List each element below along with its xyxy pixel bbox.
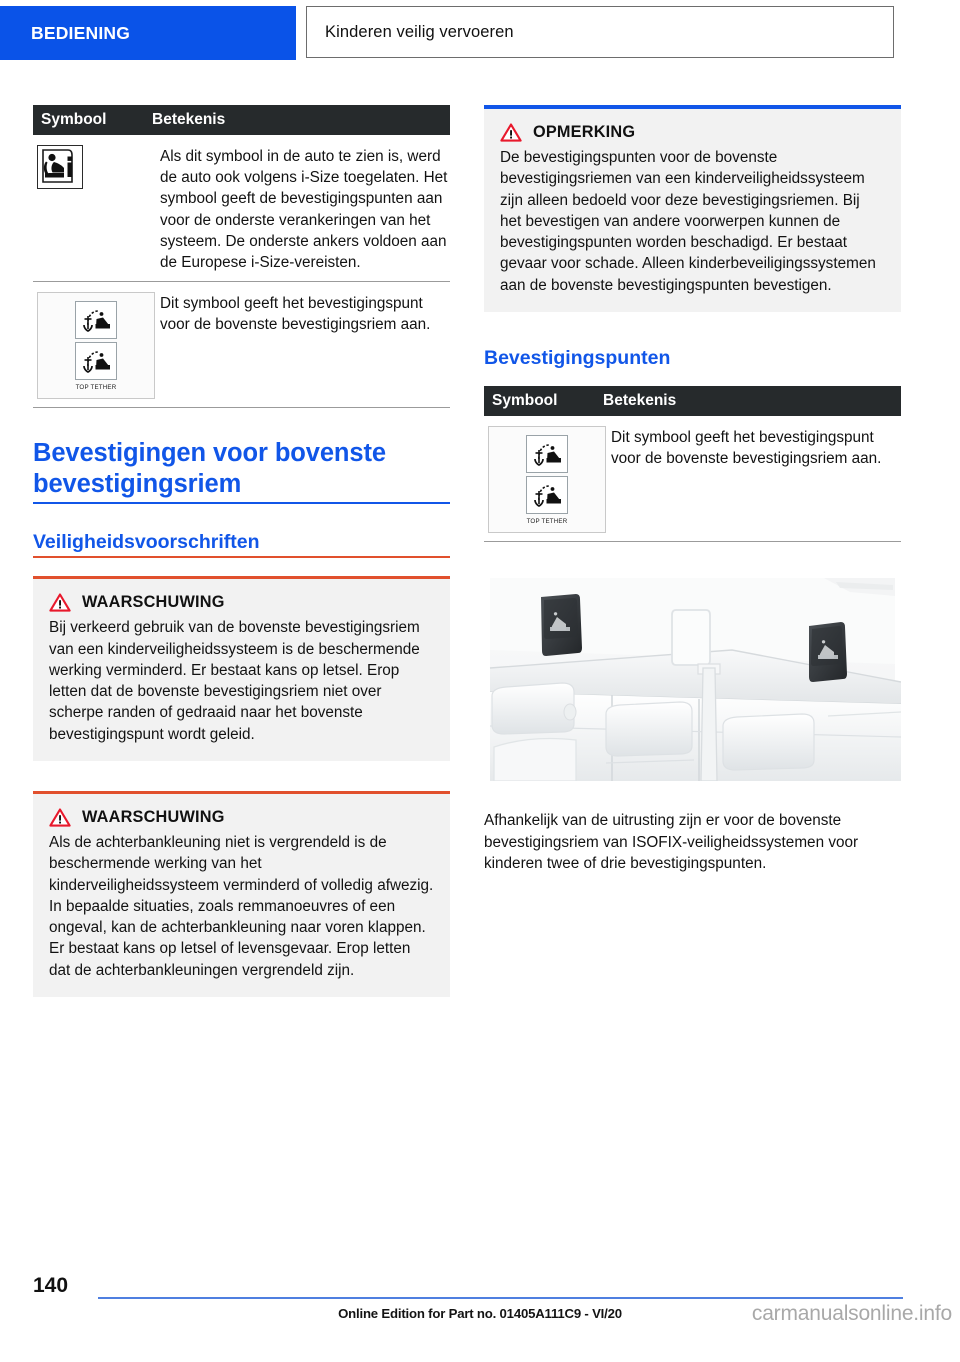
table-row — [33, 135, 450, 281]
right-column — [484, 105, 901, 890]
column-header-symbol: Symbool — [41, 111, 107, 128]
note-box — [484, 105, 901, 312]
column-header-meaning: Betekenis — [152, 111, 226, 128]
top-tether-anchor-left — [541, 594, 582, 656]
edition-notice: Online Edition for Part no. 01405A111C9 - VI/20 — [338, 1306, 622, 1321]
note-body: De bevestigingspunten voor de bovenste bevestigingsriemen van een kinderveiligheidssysteem zijn alleen bedoeld voor deze bevestigingsriemen. Bij het bevestigen van andere voorwerpen kunnen de bevestigingspunten worden beschadigd. Er bestaat gevaar voor schade. Alleen kinderbeveiligingssystemen aan de bovenste bevestigingspunten bevestigen. — [500, 149, 876, 294]
column-header-symbol: Symbool — [492, 392, 558, 410]
warning-triangle-icon — [49, 808, 71, 827]
body-paragraph: Afhankelijk van de uitrusting zijn er voor de bovenste bevestigingsriem van ISOFIX-veiligheidssystemen voor kinderen twee of drie bevestigingspunten. — [484, 812, 859, 872]
subsection-title: Veiligheidsvoorschriften — [33, 530, 450, 558]
top-tether-caption: TOP TETHER — [75, 383, 117, 391]
page-header — [0, 6, 960, 62]
table-row — [33, 281, 450, 407]
warning-triangle-icon — [49, 593, 71, 612]
warning-box-1 — [33, 576, 450, 761]
warning-title-row — [49, 808, 434, 827]
section-title: Kinderen veilig vervoeren — [325, 22, 514, 41]
watermark: carmanualsonline.info — [751, 1302, 952, 1325]
top-tether-icon — [37, 292, 155, 399]
warning-title-row — [49, 593, 434, 612]
i-size-child-seat-icon — [37, 145, 83, 189]
symbol-cell — [33, 292, 160, 399]
meaning-cell: Dit symbool geeft het bevestigingspunt voor de bovenste bevestigingsriem aan. — [160, 295, 431, 334]
symbol-cell — [484, 426, 611, 533]
symbol-table-right — [484, 386, 901, 542]
page-footer — [0, 1252, 960, 1362]
warning-triangle-icon — [500, 123, 522, 142]
warning-label: WAARSCHUWING — [82, 808, 225, 826]
symbol-table-left — [33, 105, 450, 408]
table-row — [484, 416, 901, 541]
warning-box-2 — [33, 791, 450, 997]
top-tether-glyph-lower — [75, 342, 117, 380]
chapter-banner — [0, 6, 296, 60]
top-tether-glyph-upper — [526, 435, 568, 473]
footer-divider — [98, 1297, 903, 1299]
meaning-cell: Dit symbool geeft het bevestigingspunt voor de bovenste bevestigingsriem aan. — [611, 429, 882, 468]
warning-label: WAARSCHUWING — [82, 593, 225, 612]
warning-body: Als de achterbankleuning niet is vergrendeld is de beschermende werking van het kinderveiligheidssysteem verminderd of volledig afwezig. In bepaalde situaties, zoals remmanoeuvres of een ongeval, kan de achterbankleuning naar voren klappen. Er bestaat kans op letsel of levensgevaar. Erop letten dat de achterbankleuningen vergrendeld zijn. — [49, 834, 434, 979]
warning-body: Bij verkeerd gebruik van de bovenste bevestigingsriem van een kinderveiligheidssysteem is de beschermende werking verminderd. Er bestaat kans op letsel. Erop letten dat de bovenste bevestigingsriem niet over scherpe randen of gedraaid naar het bovenste bevestigingspunt wordt geleid. — [49, 619, 420, 743]
top-tether-glyph-lower — [526, 476, 568, 514]
symbol-cell — [33, 145, 160, 273]
left-column — [33, 105, 450, 997]
chapter-title: BEDIENING — [31, 22, 131, 43]
section-banner — [306, 6, 894, 58]
column-header-meaning: Betekenis — [603, 392, 677, 410]
rear-seat-photo — [484, 564, 901, 781]
section-heading-bevestigingspunten: Bevestigingspunten — [484, 347, 671, 370]
note-label: OPMERKING — [533, 123, 636, 141]
table-header-row — [33, 105, 450, 135]
top-tether-glyph-upper — [75, 301, 117, 339]
table-header-row — [484, 386, 901, 416]
top-tether-caption: TOP TETHER — [526, 517, 568, 525]
top-tether-icon — [488, 426, 606, 533]
top-tether-anchor-right — [809, 622, 847, 682]
page-title: Bevestigingen voor bovenste bevestigingsriem — [33, 438, 450, 504]
meaning-cell: Als dit symbool in de auto te zien is, werd de auto ook volgens i-Size toegelaten. Het symbool geeft de bevestigingspunten aan voor de onderste verankeringen van het systeem. De onderste ankers voldoen aan de Europese i-Size-vereisten. — [160, 148, 448, 272]
note-title-row — [500, 123, 885, 142]
page-number: 140 — [33, 1274, 69, 1297]
